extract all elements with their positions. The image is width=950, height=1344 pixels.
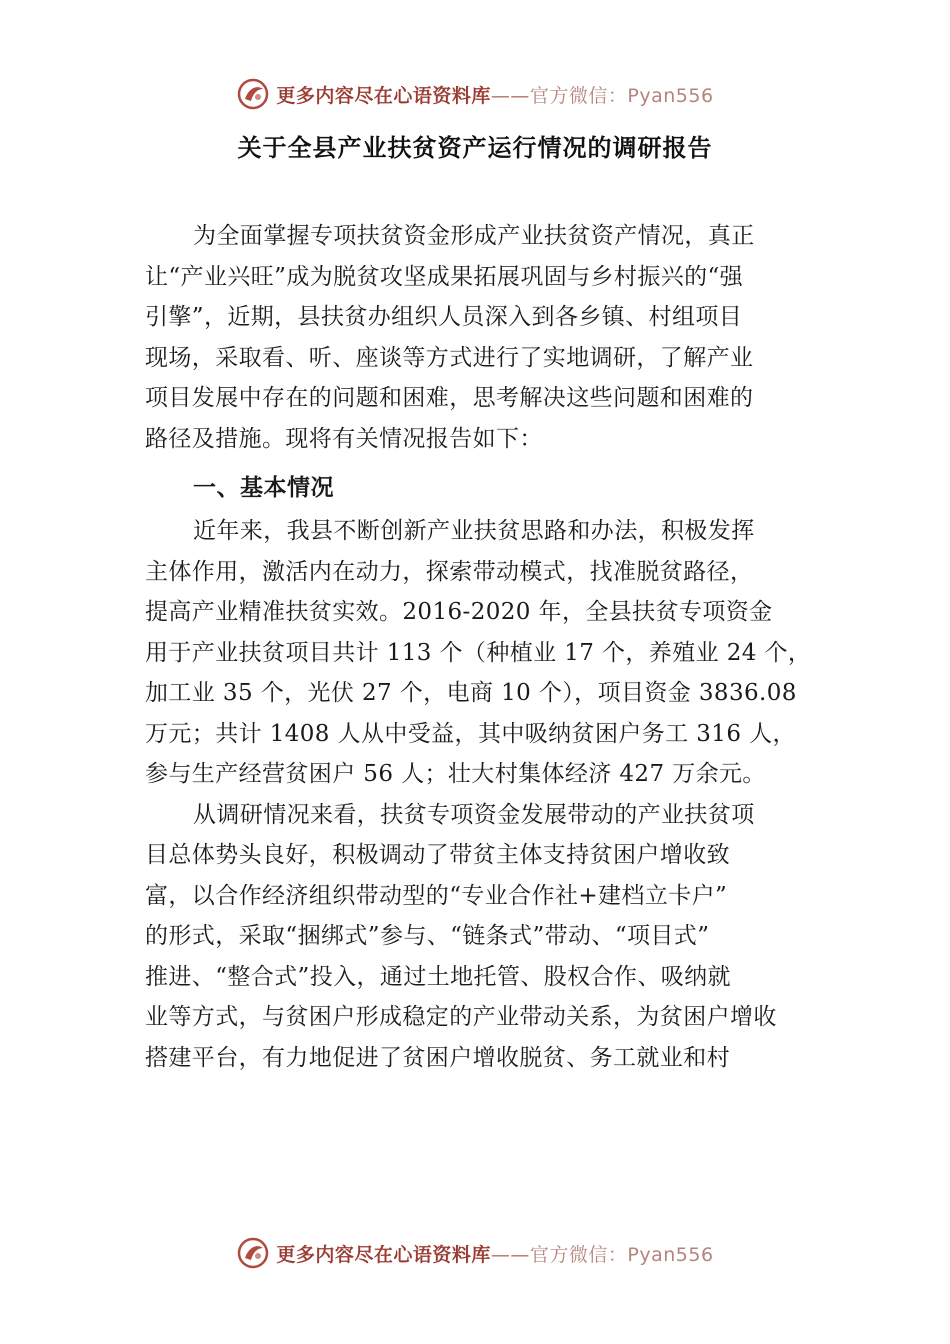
text-line: 近年来，我县不断创新产业扶贫思路和办法，积极发挥 <box>193 518 755 544</box>
text-line: 从调研情况来看，扶贫专项资金发展带动的产业扶贫项 <box>193 801 755 828</box>
text-line: 搭建平台，有力地促进了贫困户增收脱贫、务工就业和村 <box>145 1044 730 1071</box>
banner-wechat: 官方微信：Pyan556 <box>529 84 714 107</box>
text-line: 路径及措施。现将有关情况报告如下： <box>145 425 543 452</box>
text-line: 为全面掌握专项扶贫资金形成产业扶贫资产情况，真正 <box>193 223 755 249</box>
banner-text-group <box>276 1240 713 1267</box>
text-line: 项目发展中存在的问题和困难，思考解决这些问题和困难的 <box>145 385 754 411</box>
logo-icon <box>236 1236 270 1270</box>
text-line: 目总体势头良好，积极调动了带贫主体支持贫困户增收致 <box>145 842 730 868</box>
banner-site-name: 更多内容尽在心语资料库 <box>276 84 491 107</box>
text-line: 让“产业兴旺”成为脱贫攻坚成果拓展巩固与乡村振兴的“强 <box>145 263 744 290</box>
text-line: 主体作用，激活内在动力，探索带动模式，找准脱贫路径， <box>145 558 754 585</box>
text-line: 万元；共计 1408 人从中受益，其中吸纳贫困户务工 316 人， <box>145 720 796 747</box>
section-heading: 一、基本情况 <box>193 475 334 501</box>
banner-separator: —— <box>490 1243 530 1266</box>
section-paragraph <box>145 511 835 795</box>
banner-separator: —— <box>490 84 530 107</box>
text-line: 现场，采取看、听、座谈等方式进行了实地调研，了解产业 <box>145 344 754 371</box>
footer-banner <box>0 1233 950 1273</box>
text-line: 富，以合作经济组织带动型的“专业合作社+建档立卡户” <box>145 882 728 909</box>
banner-text-group <box>276 81 713 108</box>
text-line: 引擎”，近期，县扶贫办组织人员深入到各乡镇、村组项目 <box>145 304 743 330</box>
banner-wechat: 官方微信：Pyan556 <box>529 1243 714 1266</box>
document-title: 关于全县产业扶贫资产运行情况的调研报告 <box>237 134 713 162</box>
section-paragraph <box>145 795 835 1079</box>
header-banner <box>0 74 950 114</box>
text-line: 业等方式，与贫困户形成稳定的产业带动关系，为贫困户增收 <box>145 1004 777 1030</box>
text-line: 提高产业精准扶贫实效。2016-2020 年，全县扶贫专项资金 <box>145 599 773 625</box>
text-line: 用于产业扶贫项目共计 113 个（种植业 17 个，养殖业 24 个， <box>145 639 812 666</box>
text-line: 参与生产经营贫困户 56 人；壮大村集体经济 427 万余元。 <box>145 761 766 787</box>
intro-paragraph <box>145 216 835 459</box>
banner-site-name: 更多内容尽在心语资料库 <box>276 1243 491 1266</box>
document-body <box>145 216 835 1078</box>
text-line: 推进、“整合式”投入，通过土地托管、股权合作、吸纳就 <box>145 963 731 990</box>
text-line: 的形式，采取“捆绑式”参与、“链条式”带动、“项目式” <box>145 923 710 949</box>
logo-icon <box>236 77 270 111</box>
text-line: 加工业 35 个，光伏 27 个，电商 10 个），项目资金 3836.08 <box>145 680 797 706</box>
